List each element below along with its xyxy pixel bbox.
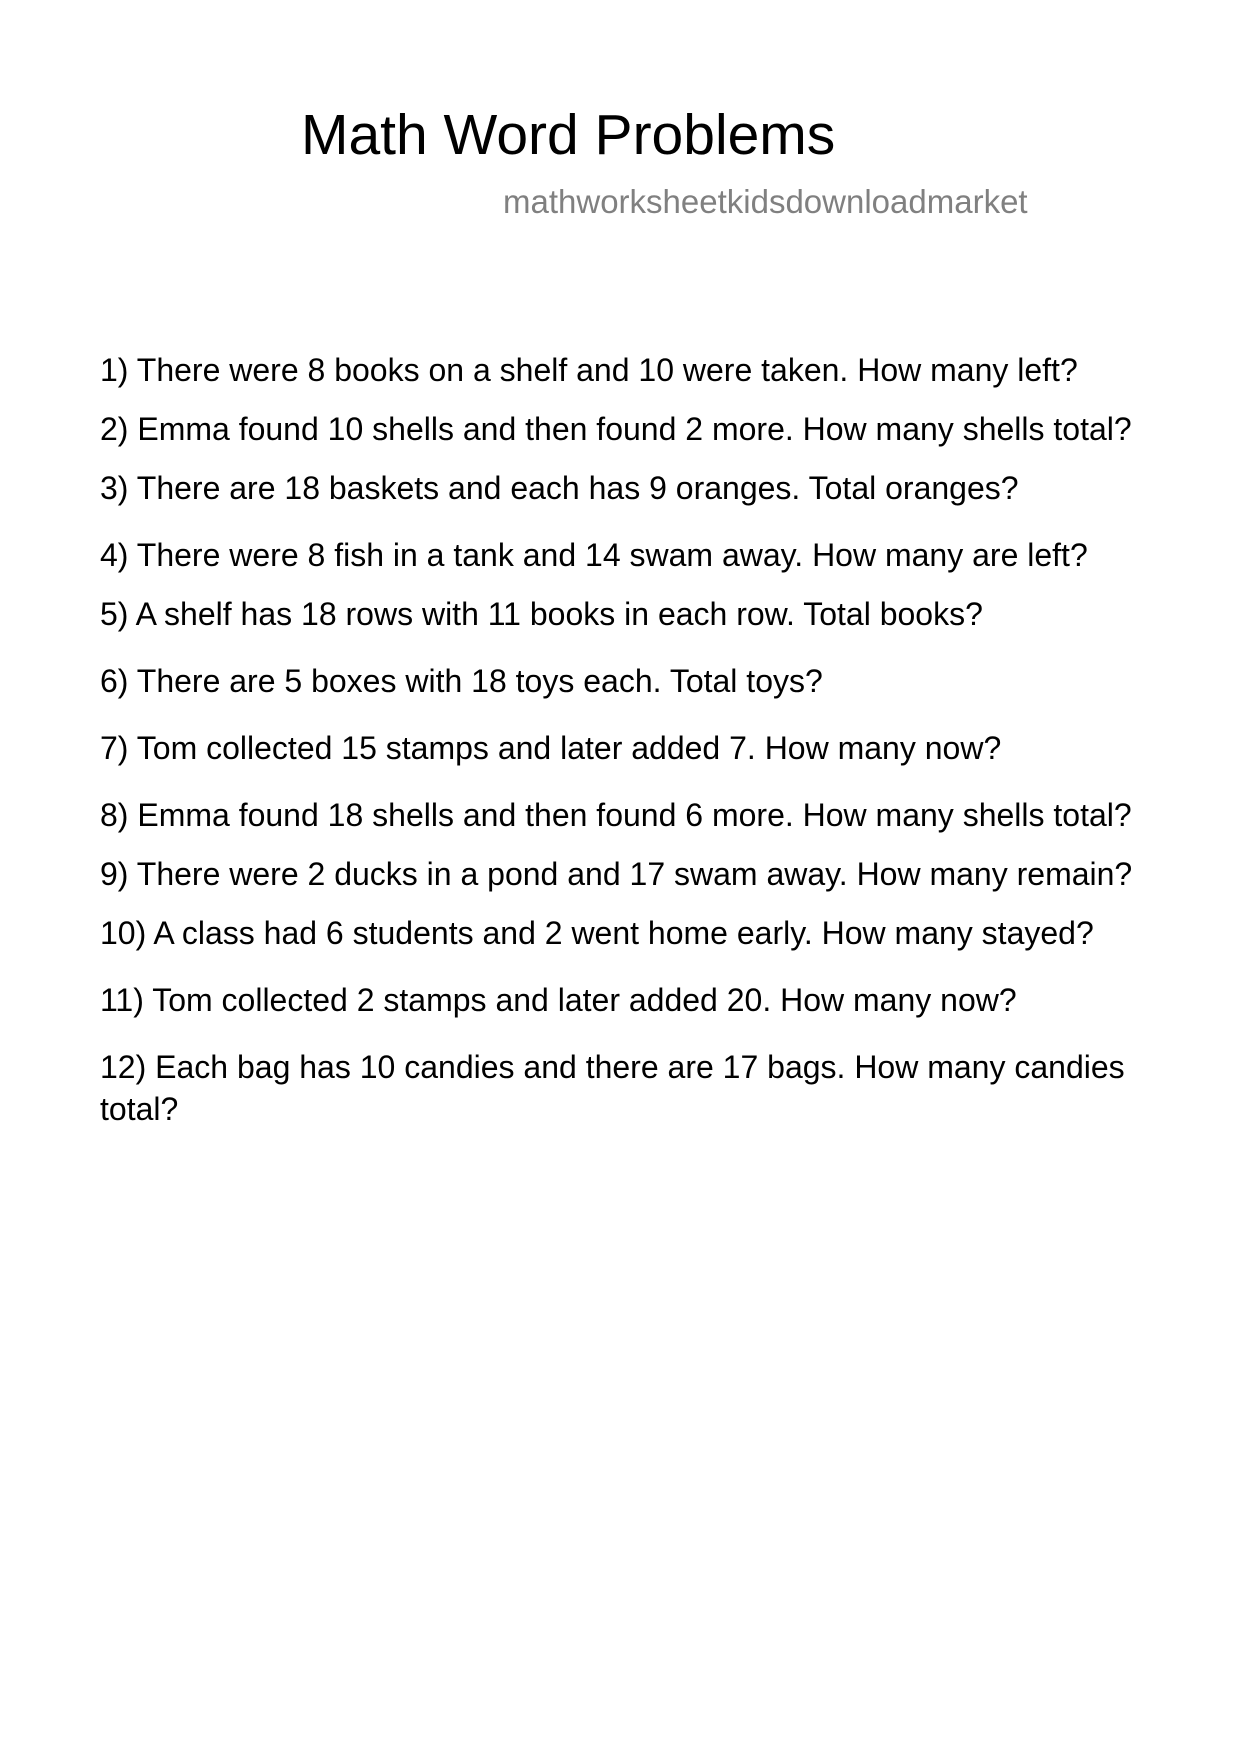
problem-item: 5) A shelf has 18 rows with 11 books in each row. Total books?: [100, 596, 983, 632]
problem-item: 2) Emma found 10 shells and then found 2 more. How many shells total?: [100, 411, 1132, 447]
problem-item: 3) There are 18 baskets and each has 9 oranges. Total oranges?: [100, 470, 1019, 506]
problem-item: 11) Tom collected 2 stamps and later added 20. How many now?: [100, 982, 1017, 1018]
problem-item: 7) Tom collected 15 stamps and later added 7. How many now?: [100, 730, 1002, 766]
problem-item: 1) There were 8 books on a shelf and 10 were taken. How many left?: [100, 352, 1078, 388]
problem-item: 10) A class had 6 students and 2 went home early. How many stayed?: [100, 915, 1094, 951]
problem-item: 9) There were 2 ducks in a pond and 17 swam away. How many remain?: [100, 856, 1133, 892]
problem-item: 12) Each bag has 10 candies and there are 17 bags. How many candies total?: [100, 1049, 1125, 1127]
problem-item: 6) There are 5 boxes with 18 toys each. Total toys?: [100, 663, 823, 699]
problem-item: 4) There were 8 fish in a tank and 14 swam away. How many are left?: [100, 537, 1088, 573]
problem-item: 8) Emma found 18 shells and then found 6 more. How many shells total?: [100, 797, 1132, 833]
worksheet-title: Math Word Problems: [301, 103, 836, 167]
site-name: mathworksheetkidsdownloadmarket: [503, 183, 1028, 220]
problem-list: [100, 349, 1150, 1130]
